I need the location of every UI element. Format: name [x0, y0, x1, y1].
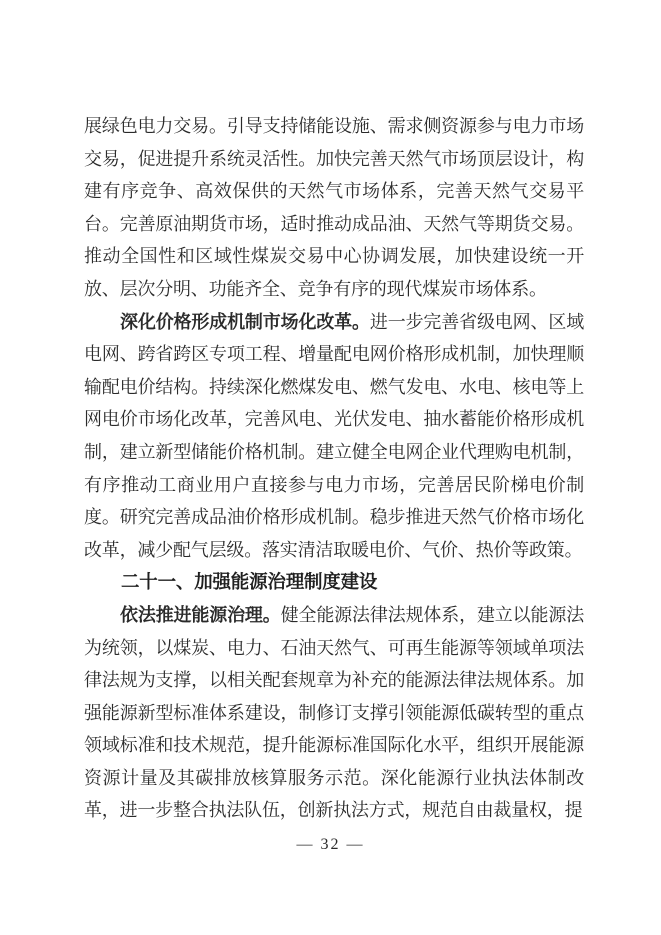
- section-heading: 二十一、加强能源治理制度建设: [121, 571, 378, 593]
- page-number: — 32 —: [296, 836, 365, 853]
- paragraph-text: 健全能源法律法规体系，建立以能源法为统领，以煤炭、电力、石油天然气、可再生能源等领域单项法律法规为支撑，以相关配套规章为补充的能源法律法规体系。加强能源新型标准体系建设，制修订支撑引领能源低碳转型的重点领域标准和技术规范，提升能源标准国际化水平，组织开展能源资源计量及其碳排放核算服务示范。深化能源行业执法体制改革，进一步整合执法队伍，创新执法方式，规范自由裁量权，提: [84, 604, 584, 821]
- paragraph-energy-governance: [84, 599, 584, 827]
- document-content: [84, 110, 584, 827]
- paragraph-text: 展绿色电力交易。引导支持储能设施、需求侧资源参与电力市场交易，促进提升系统灵活性。加快完善天然气市场顶层设计，构建有序竞争、高效保供的天然气市场体系，完善天然气交易平台。完善原油期货市场，适时推动成品油、天然气等期货交易。推动全国性和区域性煤炭交易中心协调发展，加快建设统一开放、层次分明、功能齐全、竞争有序的现代煤炭市场体系。: [84, 116, 584, 299]
- paragraph-text: 进一步完善省级电网、区域电网、跨省跨区专项工程、增量配电网价格形成机制，加快理顺输配电价结构。持续深化燃煤发电、燃气发电、水电、核电等上网电价市场化改革，完善风电、光伏发电、抽水蓄能价格形成机制，建立新型储能价格机制。建立健全电网企业代理购电机制，有序推动工商业用户直接参与电力市场，完善居民阶梯电价制度。研究完善成品油价格形成机制。稳步推进天然气价格市场化改革，减少配气层级。落实清洁取暖电价、气价、热价等政策。: [84, 311, 584, 560]
- paragraph-lead: 依法推进能源治理。: [120, 604, 281, 625]
- paragraph-market-trading: [84, 110, 584, 306]
- paragraph-lead: 深化价格形成机制市场化改革。: [120, 311, 370, 332]
- paragraph-price-reform: [84, 306, 584, 567]
